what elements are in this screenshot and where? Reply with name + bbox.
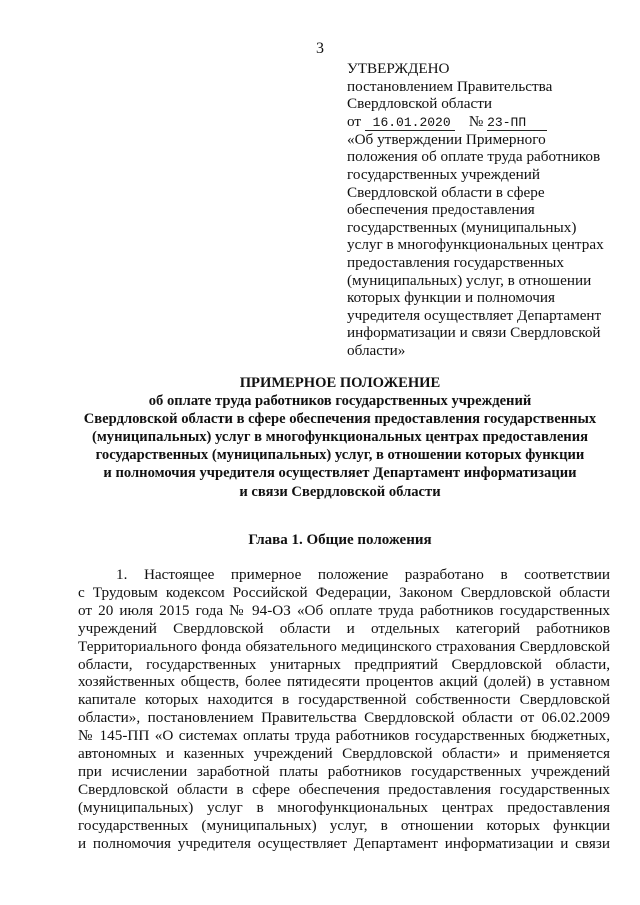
paragraph-line: Свердловской области в сфере обеспечения предоставления государственных (78, 780, 610, 798)
title-line: об оплате труда работников государственных учреждений (148, 393, 532, 410)
approval-desc-line: учредителя осуществляет Департамент (347, 306, 602, 324)
paragraph-line: Территориального фонда обязательного медицинского страхования Свердловской (78, 637, 610, 655)
date-prefix: от (347, 112, 362, 130)
approval-desc-line: обеспечения предоставления (347, 201, 535, 219)
title-line: Свердловской области в сфере обеспечения предоставления государственных (83, 411, 597, 428)
paragraph-line: 1. Настоящее примерное положение разработано в соответствии (116, 566, 610, 583)
title-line: государственных (муниципальных) услуг, в отношении которых функции (95, 447, 585, 464)
approval-line: постановлением Правительства (347, 77, 553, 95)
approval-number (487, 116, 547, 131)
page-number: 3 (316, 40, 324, 57)
paragraph-line: и полномочия учредителя осуществляет Департамент информатизации и связи (78, 834, 610, 852)
approval-desc-line: области» (347, 341, 406, 359)
approval-desc-line: информатизации и связи Свердловской (347, 324, 601, 342)
approval-date-value: 16.01.2020 (372, 114, 451, 130)
approval-number-value: 23-ПП (487, 114, 527, 130)
approval-desc-line: Свердловской области в сфере (347, 183, 545, 201)
title-line: ПРИМЕРНОЕ ПОЛОЖЕНИЕ (239, 375, 441, 391)
paragraph-line: государственных (муниципальных) услуг, в отношении которых функции (78, 816, 610, 834)
paragraph-line: автономных и казенных учреждений Свердловской области» и применяется (78, 745, 610, 763)
chapter-heading: Глава 1. Общие положения (248, 532, 432, 548)
paragraph-line: хозяйственных обществ, более пятидесяти процентов акций (долей) в уставном (78, 673, 610, 691)
approval-desc-line: которых функции и полномочия (347, 289, 555, 307)
approval-heading: УТВЕРЖДЕНО (347, 60, 450, 77)
paragraph-line: при исчислении заработной платы работников государственных учреждений (78, 762, 610, 780)
approval-date-line (347, 113, 622, 131)
approval-desc-line: услуг в многофункциональных центрах (347, 236, 604, 254)
approval-stamp (347, 60, 622, 360)
approval-desc-line: государственных (муниципальных) (347, 218, 577, 236)
paragraph-line: от 20 июля 2015 года № 94-ОЗ «Об оплате труда работников государственных (78, 601, 610, 619)
approval-date (365, 116, 455, 131)
approval-desc-line: предоставления государственных (347, 253, 564, 271)
paragraph-line: области, государственных унитарных предприятий Свердловской области, (78, 655, 610, 673)
approval-desc-line: (муниципальных) услуг, в отношении (347, 271, 592, 289)
paragraph-line: (муниципальных) услуг в многофункциональных центрах предоставления (78, 798, 610, 816)
approval-desc-line: положения об оплате труда работников (347, 148, 601, 166)
paragraph-1 (78, 566, 610, 853)
paragraph-line: № 145-ПП «О системах оплаты труда работников государственных бюджетных, (78, 727, 610, 745)
paragraph-line: области», постановлением Правительства Свердловской области от 06.02.2009 (78, 709, 610, 727)
approval-description (347, 131, 622, 360)
approval-desc-line: государственных учреждений (347, 165, 541, 183)
title-line: (муниципальных) услуг в многофункциональных центрах предоставления (91, 429, 589, 446)
paragraph-line: капитале которых находится в государственной собственности Свердловской (78, 691, 610, 709)
approval-line: Свердловской области (347, 95, 492, 113)
title-line: и полномочия учредителя осуществляет Департамент информатизации (103, 465, 577, 482)
paragraph-line: учреждений Свердловской области и отдельных категорий работников (78, 619, 610, 637)
title-line: и связи Свердловской области (239, 483, 441, 500)
approval-desc-line: «Об утверждении Примерного (347, 130, 546, 148)
paragraph-line: с Трудовым кодексом Российской Федерации, Законом Свердловской области (78, 583, 610, 601)
document-title (60, 374, 620, 501)
number-prefix: № (468, 112, 484, 130)
